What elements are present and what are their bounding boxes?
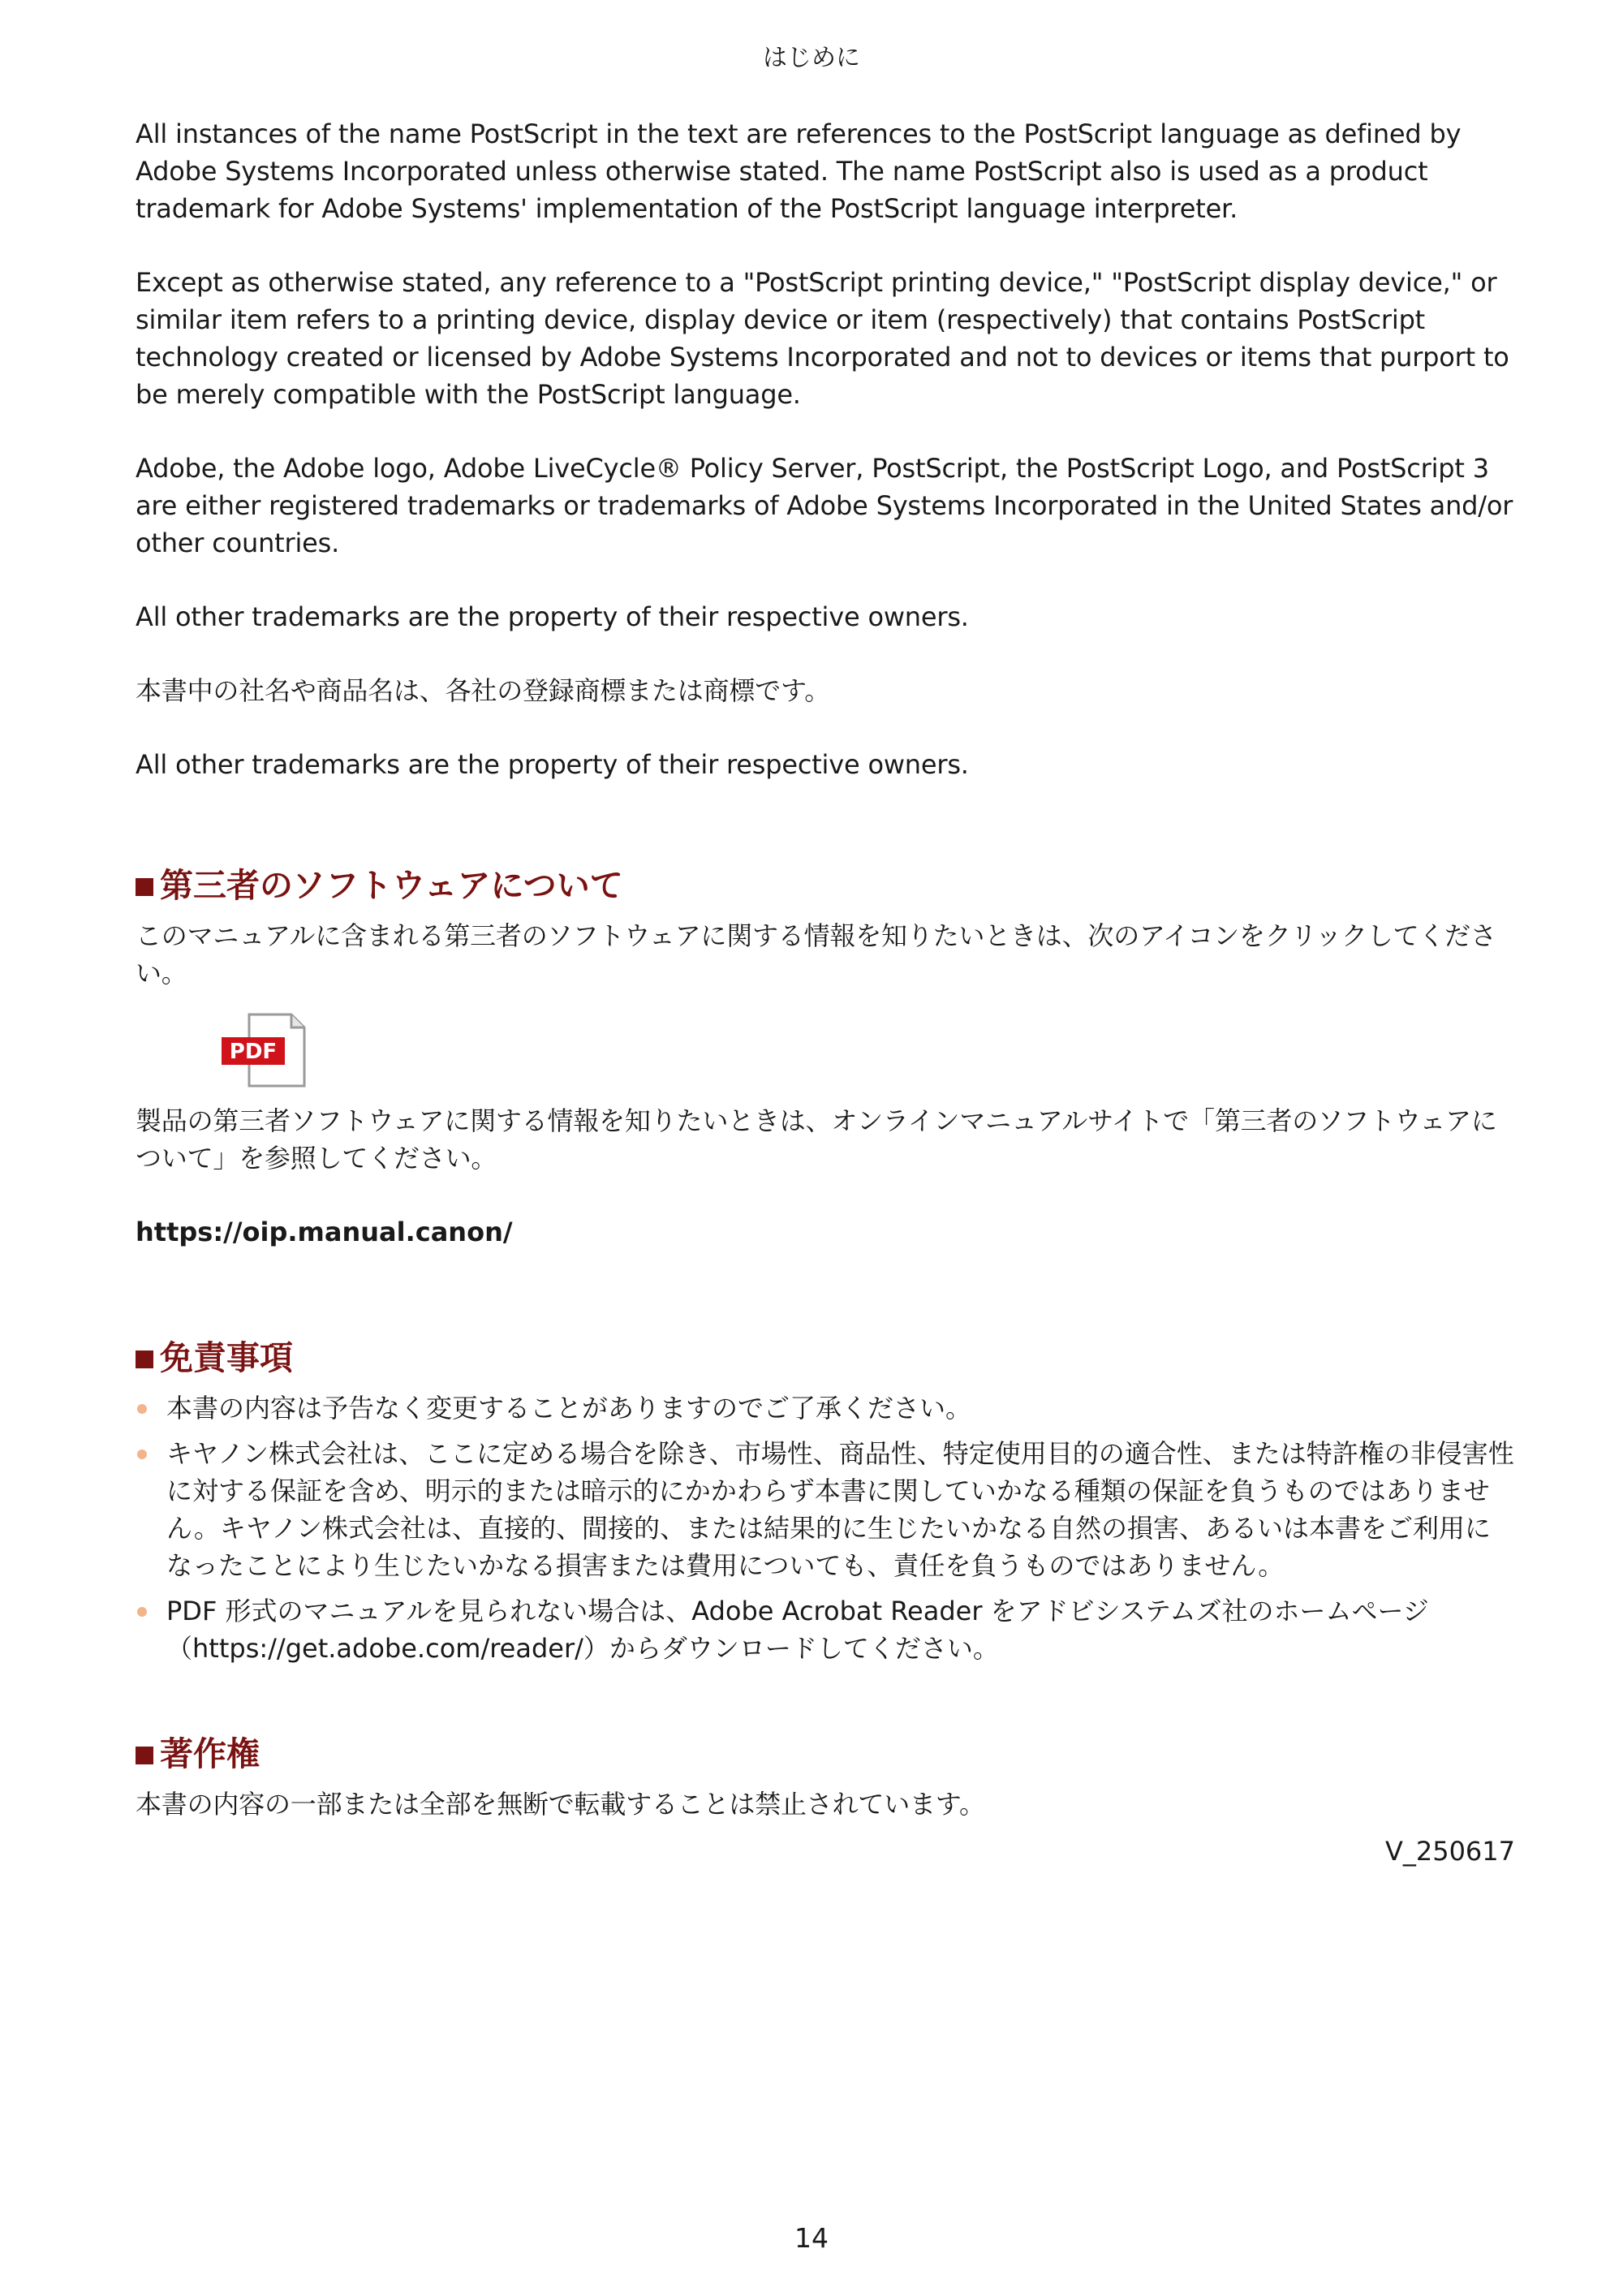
section-heading-third-party: [136, 864, 1515, 907]
bullet-dot-icon: [137, 1607, 147, 1617]
section-heading-disclaimer: [136, 1336, 1515, 1380]
section-heading-third-party-text: 第三者のソフトウェアについて: [160, 866, 623, 905]
disclaimer-item-warranty: [136, 1435, 1515, 1584]
pdf-icon-label: PDF: [229, 1040, 278, 1064]
manual-site-url-link[interactable]: https://oip.manual.canon/: [136, 1217, 513, 1247]
bullet-dot-icon: [137, 1450, 147, 1459]
disclaimer-item-text: キヤノン株式会社は、ここに定める場合を除き、市場性、商品性、特定使用目的の適合性、または特許権の非侵害性に対する保証を含め、明示的または暗示的にかかわらず本書に関していかなる種類の保証を負うものではありません。キヤノン株式会社は、直接的、間接的、または結果的に生じたいかなる自然の損害、あるいは本書をご利用になったことにより生じたいかなる損害または費用についても、責任を負うものではありません。: [166, 1438, 1514, 1581]
section-heading-copyright: [136, 1732, 1515, 1776]
square-bullet-icon: [136, 1350, 153, 1368]
intro-paragraph-adobe-trademarks: Adobe, the Adobe logo, Adobe LiveCycle® Policy Server, PostScript, the PostScript Logo, and PostScript 3 are either registered trademarks or trademarks of Adobe Systems Incorporated in the United States and/or other countries.: [136, 453, 1513, 558]
section-heading-disclaimer-text: 免責事項: [160, 1338, 293, 1377]
pdf-file-icon[interactable]: [215, 1010, 312, 1091]
disclaimer-list: [136, 1389, 1515, 1667]
square-bullet-icon: [136, 878, 153, 896]
version-label: V_250617: [1384, 1836, 1515, 1867]
disclaimer-item-change-notice: [136, 1389, 1515, 1427]
intro-paragraph-postscript-name: All instances of the name PostScript in the text are references to the PostScript language as defined by Adobe Systems Incorporated unless otherwise stated. The name PostScript also is used as a product trademark for Adobe Systems' implementation of the PostScript language interpreter.: [136, 118, 1462, 224]
disclaimer-item-text: 本書の内容は予告なく変更することがありますのでご了承ください。: [166, 1393, 972, 1424]
section-heading-copyright-text: 著作権: [160, 1734, 260, 1773]
third-party-online-text: 製品の第三者ソフトウェアに関する情報を知りたいときは、オンラインマニュアルサイトで「第三者のソフトウェアについて」を参照してください。: [136, 1105, 1497, 1174]
third-party-description: このマニュアルに含まれる第三者のソフトウェアに関する情報を知りたいときは、次のアイコンをクリックしてください。: [136, 920, 1496, 989]
disclaimer-item-text: PDF 形式のマニュアルを見られない場合は、Adobe Acrobat Reader をアドビシステムズ社のホームページ（https://get.adobe.com/reader/）からダウンロードしてください。: [166, 1596, 1429, 1664]
bullet-dot-icon: [137, 1404, 147, 1414]
intro-paragraph-japanese-trademarks: 本書中の社名や商品名は、各社の登録商標または商標です。: [136, 675, 831, 706]
intro-paragraph-other-trademarks-repeat: All other trademarks are the property of their respective owners.: [136, 749, 969, 780]
copyright-text: 本書の内容の一部または全部を無断で転載することは禁止されています。: [136, 1789, 985, 1820]
disclaimer-item-acrobat-reader: [136, 1592, 1515, 1667]
square-bullet-icon: [136, 1747, 153, 1764]
intro-paragraph-postscript-device: Except as otherwise stated, any reference to a "PostScript printing device," "PostScript display device," or similar item refers to a printing device, display device or item (respectively) that contains PostScript technology created or licensed by Adobe Systems Incorporated and not to devices or items that purport to be merely compatible with the PostScript language.: [136, 267, 1509, 410]
page-header-title: はじめに: [763, 44, 860, 72]
document-body: [136, 115, 1515, 1870]
page-number: 14: [794, 2222, 829, 2254]
intro-paragraph-other-trademarks: All other trademarks are the property of their respective owners.: [136, 601, 969, 632]
